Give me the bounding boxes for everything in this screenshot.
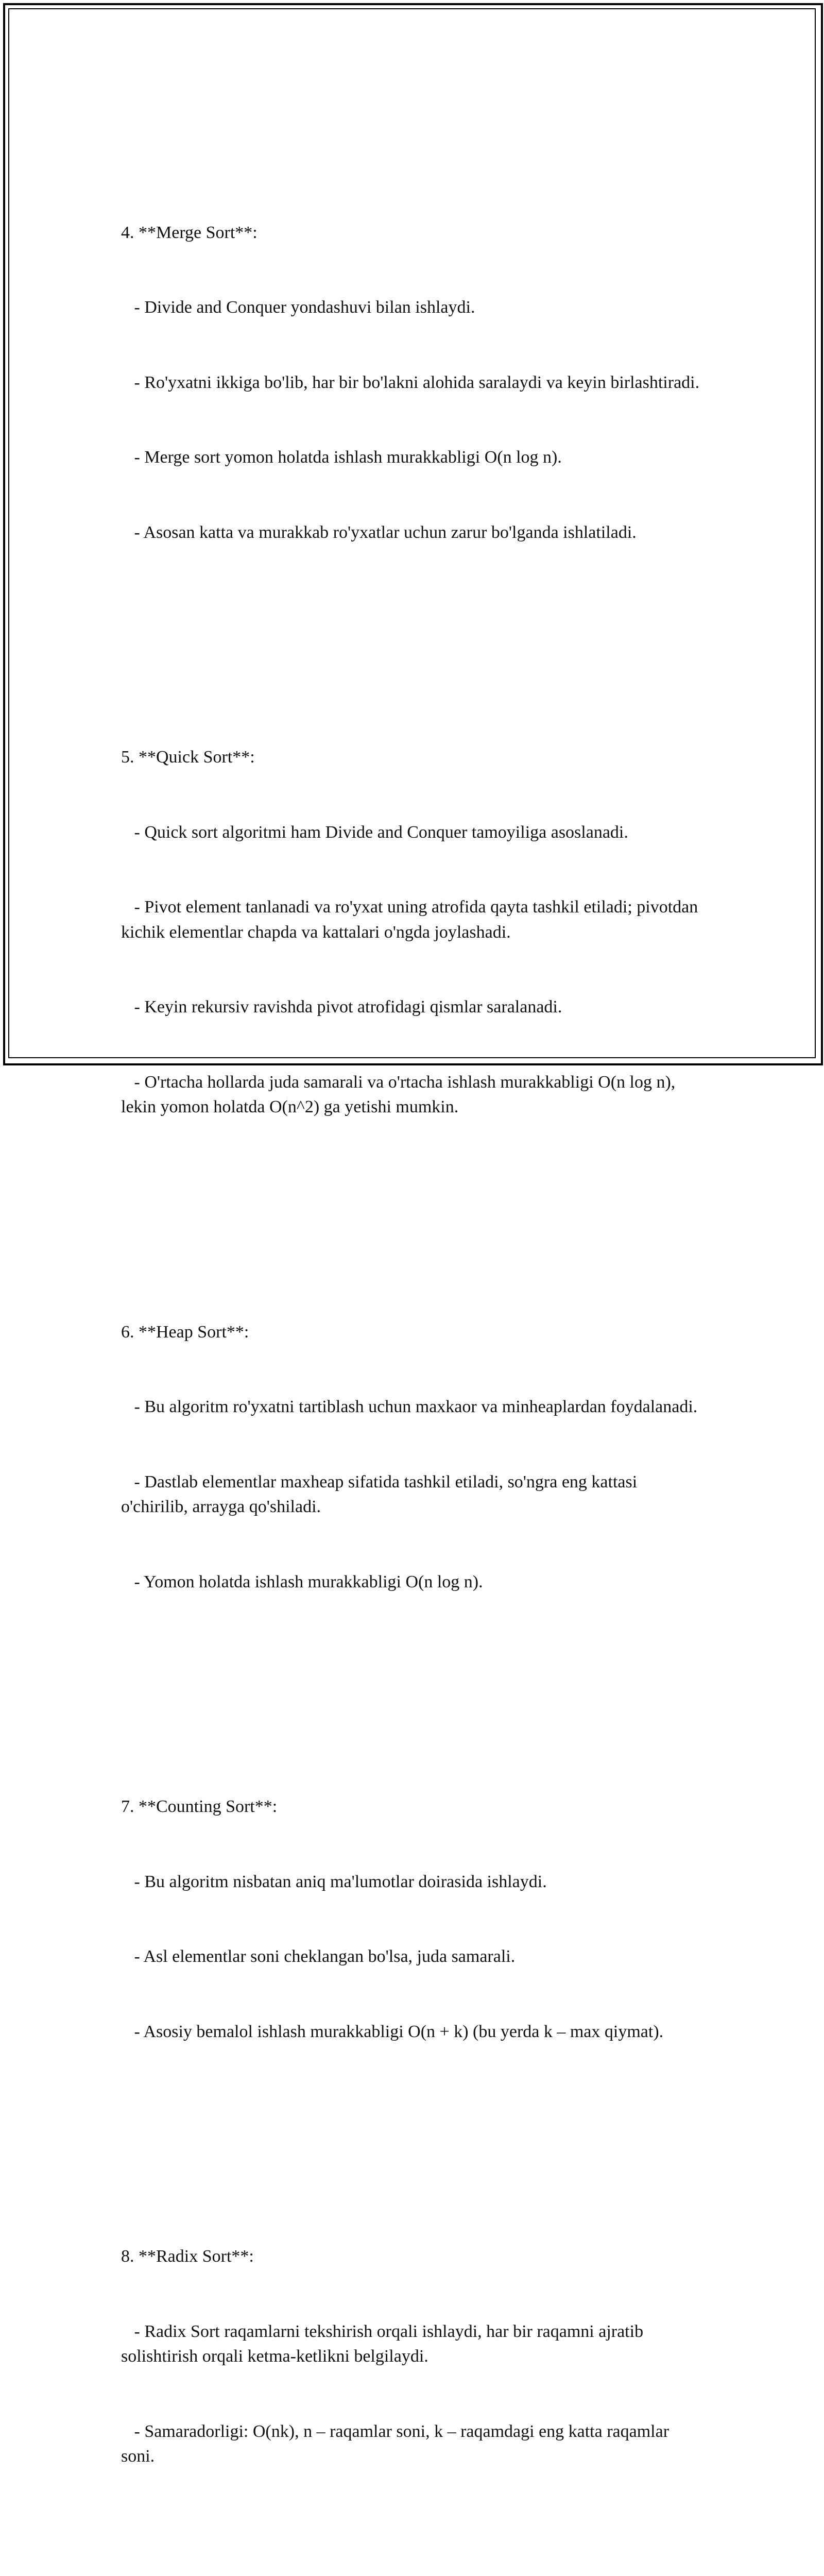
section-heading: 7. **Counting Sort**: [121,1797,278,1816]
list-item: - Merge sort yomon holatda ishlash murakkabligi O(n log n). [121,448,562,467]
list-item: - Radix Sort raqamlarni tekshirish orqali ishlaydi, har bir raqamni ajratib solishtirish orqali ketma-ketlikni belgilaydi. [121,2321,648,2366]
list-item: - Ro'yxatni ikkiga bo'lib, har bir bo'lakni alohida saralaydi va keyin birlashtiradi. [121,372,700,392]
section-heading: 4. **Merge Sort**: [121,223,258,242]
list-item: - Bu algoritm ro'yxatni tartiblash uchun maxkaor va minheaplardan foydalanadi. [121,1397,698,1416]
list-item: - Samaradorligi: O(nk), n – raqamlar soni, k – raqamdagi eng katta raqamlar soni. [121,2421,674,2466]
section-heading: 5. **Quick Sort**: [121,748,255,767]
section-quick-sort [121,695,703,1170]
list-item: - O'rtacha hollarda juda samarali va o'rtacha ishlash murakkabligi O(n log n), lekin yomon holatda O(n^2) ga yetishi mumkin. [121,1072,680,1116]
list-item: - Keyin rekursiv ravishda pivot atrofidagi qismlar saralanadi. [121,997,562,1016]
list-item: - Asl elementlar soni cheklangan bo'lsa, juda samarali. [121,1947,516,1966]
list-item: - Bu algoritm nisbatan aniq ma'lumotlar doirasida ishlaydi. [121,1872,547,1891]
section-merge-sort [121,171,703,596]
list-item: - Asosiy bemalol ishlash murakkabligi O(n + k) (bu yerda k – max qiymat). [121,2022,664,2041]
section-heading: 6. **Heap Sort**: [121,1322,249,1342]
list-item: - Quick sort algoritmi ham Divide and Conquer tamoyiliga asoslanadi. [121,822,628,842]
section-heap-sort [121,1270,703,1645]
list-item: - Divide and Conquer yondashuvi bilan ishlaydi. [121,298,475,317]
section-radix-sort [121,2194,703,2519]
document-body [121,95,703,2576]
list-item: - Yomon holatda ishlash murakkabligi O(n log n). [121,1572,483,1591]
list-item: - Pivot element tanlanadi va ro'yxat uning atrofida qayta tashkil etiladi; pivotdan kichik elementlar chapda va kattalari o'ngda joylashadi. [121,897,702,942]
section-heading: 8. **Radix Sort**: [121,2247,254,2266]
list-item: - Dastlab elementlar maxheap sifatida tashkil etiladi, so'ngra eng kattasi o'chirilib, arrayga qo'shiladi. [121,1472,642,1516]
section-counting-sort [121,1744,703,2094]
list-item: - Asosan katta va murakkab ro'yxatlar uchun zarur bo'lganda ishlatiladi. [121,522,637,542]
